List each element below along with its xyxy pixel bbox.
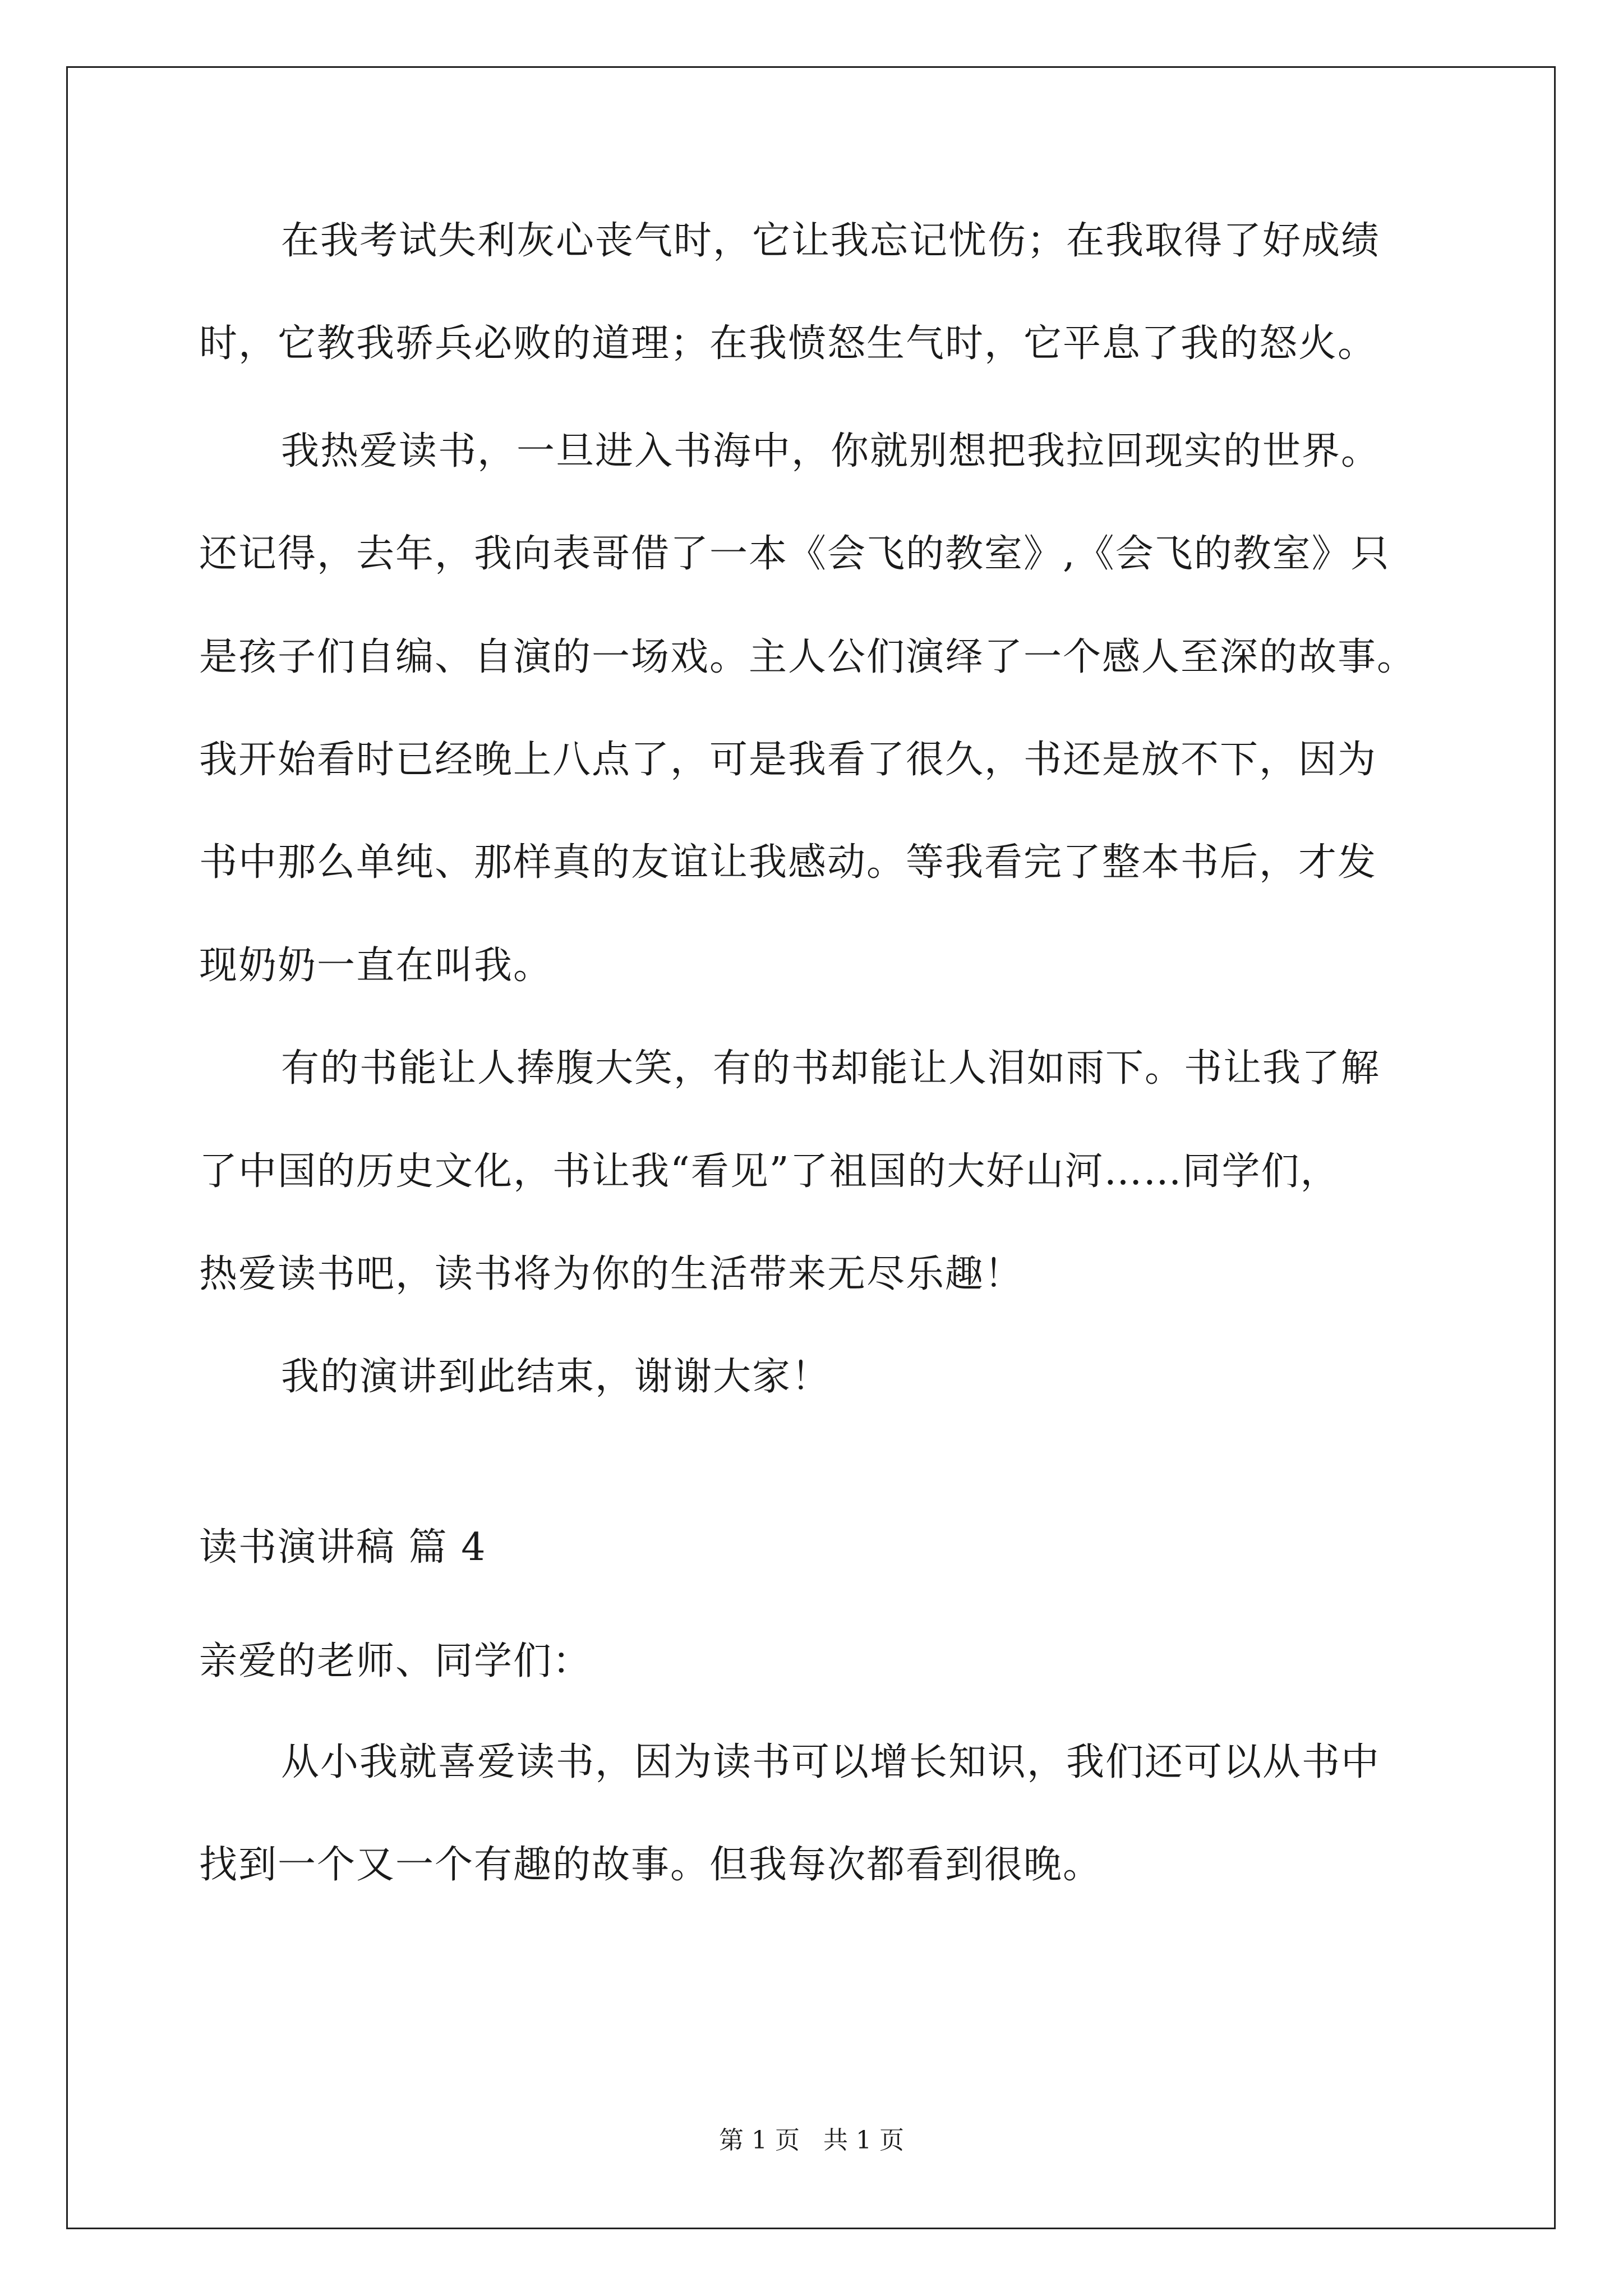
paragraph-2-line-4: 我开始看时已经晚上八点了，可是我看了很久，书还是放不下，因为: [199, 738, 1377, 782]
paragraph-3-line-3: 热爱读书吧，读书将为你的生活带来无尽乐趣！: [199, 1252, 1024, 1296]
paragraph-1-line-1: 在我考试失利灰心丧气时，它让我忘记忧伤；在我取得了好成绩: [281, 219, 1381, 263]
paragraph-5-line-2: 找到一个又一个有趣的故事。但我每次都看到很晚。: [199, 1843, 1103, 1887]
paragraph-2-line-2: 还记得，去年，我向表哥借了一本《会飞的教室》,《会飞的教室》只: [199, 532, 1390, 576]
paragraph-2-line-5: 书中那么单纯、那样真的友谊让我感动。等我看完了整本书后，才发: [199, 840, 1377, 885]
page-border: [66, 66, 1556, 2229]
paragraph-3-line-2: 了中国的历史文化，书让我“看见”了祖国的大好山河……同学们，: [199, 1149, 1340, 1194]
section-title: 读书演讲稿 篇 4: [199, 1525, 487, 1570]
paragraph-2-line-6: 现奶奶一直在叫我。: [199, 944, 553, 988]
paragraph-5-line-1: 从小我就喜爱读书，因为读书可以增长知识，我们还可以从书中: [281, 1740, 1381, 1784]
paragraph-2-line-3: 是孩子们自编、自演的一场戏。主人公们演绎了一个感人至深的故事。: [199, 635, 1417, 679]
paragraph-2-line-1: 我热爱读书，一旦进入书海中，你就别想把我拉回现实的世界。: [281, 429, 1381, 473]
salutation: 亲爱的老师、同学们：: [199, 1639, 592, 1683]
paragraph-3-line-1: 有的书能让人捧腹大笑，有的书却能让人泪如雨下。书让我了解: [281, 1046, 1381, 1091]
paragraph-1-line-2: 时，它教我骄兵必败的道理；在我愤怒生气时，它平息了我的怒火。: [199, 321, 1377, 366]
page-number-footer: 第 1 页 共 1 页: [719, 2126, 904, 2155]
paragraph-4-line-1: 我的演讲到此结束，谢谢大家！: [281, 1355, 831, 1399]
